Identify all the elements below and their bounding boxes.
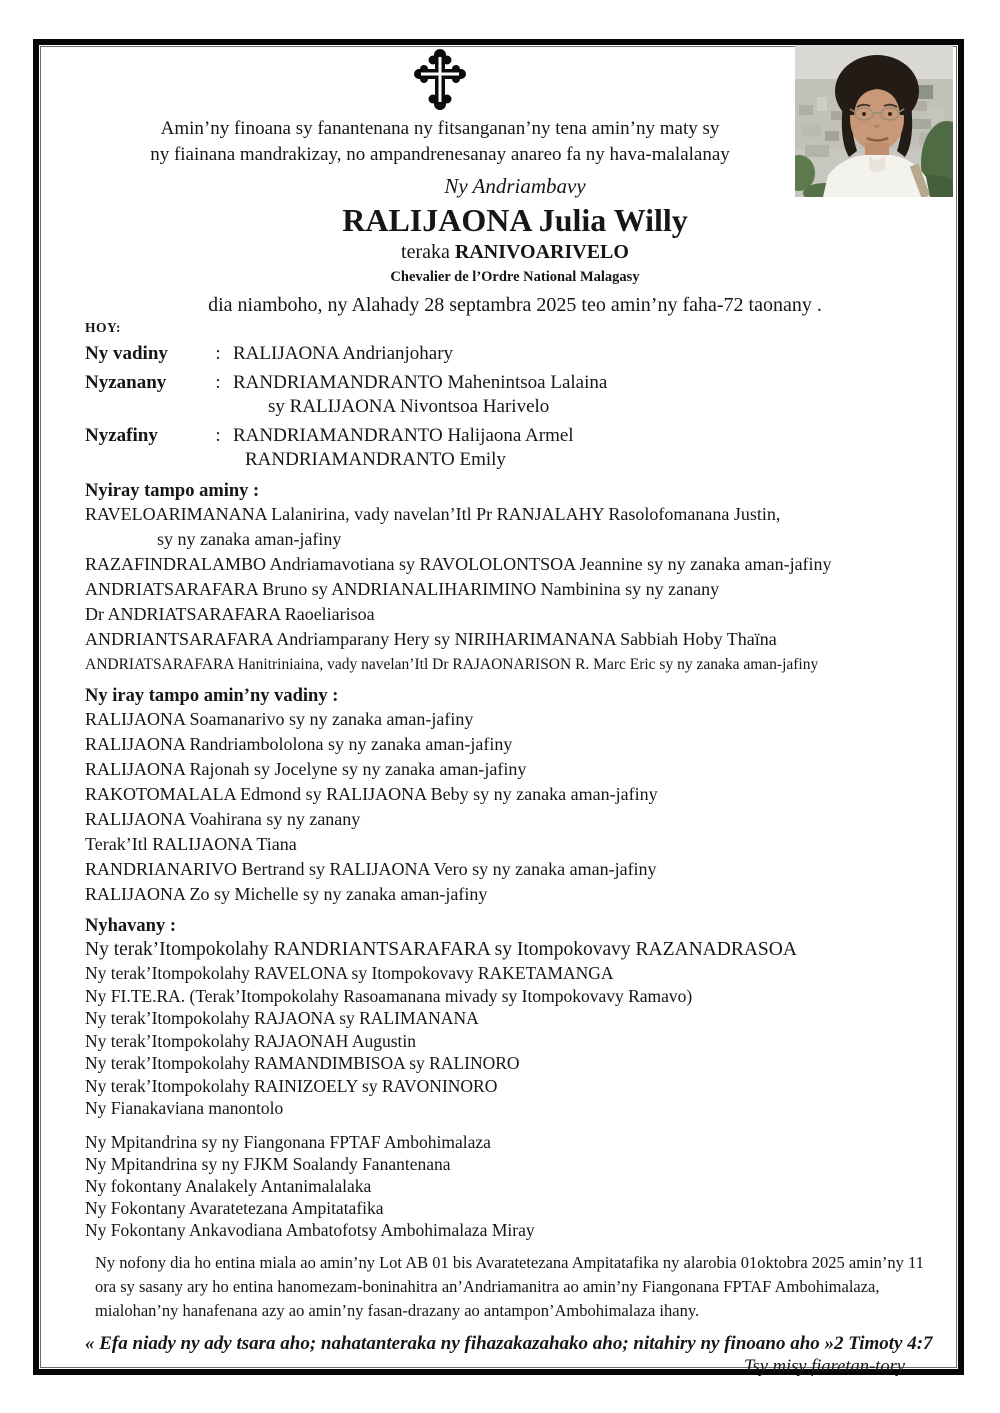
community-group [85,1131,945,1241]
list-item: sy ny zanaka aman-jafiny [157,529,342,549]
list-item: ANDRIATSARAFARA Hanitriniaina, vady navelan’Itl Dr RAJAONARISON R. Marc Eric sy ny zanaka aman-jafiny [85,656,819,673]
list-item: Ny terak’Itompokolahy RAVELONA sy Itompokovavy RAKETAMANGA [85,963,614,983]
family-row-value [233,371,607,419]
list-item: Ny Fianakaviana manontolo [85,1098,284,1118]
list-item: RALIJAONA Soamanarivo sy ny zanaka aman-jafiny [85,709,474,729]
born-prefix: teraka [401,241,455,263]
list-item: RALIJAONA Voahirana sy ny zanany [85,809,361,829]
closing-note: Tsy misy fiaretan-tory [743,1356,905,1377]
section-heading-relatives: Nyhavany : [85,916,176,936]
bible-verse-quote: « Efa niady ny ady tsara aho; nahatanteraka ny fihazakazahako aho; nitahiry ny finoano aho » [85,1332,835,1354]
family-row-label: Nyzafiny [85,425,158,446]
family-row-line: RANDRIAMANDRANTO Mahenintsoa Lalaina [233,372,608,393]
list-item: ANDRIATSARAFARA Bruno sy ANDRIANALIHARIMINO Nambinina sy ny zanany [85,579,720,599]
list-item: RALIJAONA Rajonah sy Jocelyne sy ny zanaka aman-jafiny [85,759,527,779]
family-row-grandchildren [85,424,945,472]
list-item: Ny Fokontany Ankavodiana Ambatofotsy Ambohimalaza Miray [85,1219,535,1240]
deceased-name: RALIJAONA Julia Willy [342,202,688,238]
family-row-colon: : [215,372,221,393]
list-item: Ny terak’Itompokolahy RAINIZOELY sy RAVONINORO [85,1075,498,1096]
maiden-name: RANIVOARIVELO [454,241,629,263]
funeral-announcement-paragraph: Ny nofony dia ho entina miala ao amin’ny Lot AB 01 bis Avaratetezana Ampitatafika ny alarobia 01oktobra 2025 amin’ny 11 ora sy sasany ary ho entina hanomezam-boninahitra an’Andriamanitra ao amin’ny Fiangonana FPTAF Ambohimalaza, mialohan’ny hanafenana azy ao amin’ny fasan-drazany ao antampon’Ambohimalaza ihany. [95,1252,924,1320]
list-item: Ny terak’Itompokolahy RANDRIANTSARAFARA sy Itompokovavy RAZANADRASOA [85,939,797,960]
death-announcement-line: dia niamboho, ny Alahady 28 septambra 2025 teo amin’ny faha-72 taonany . [208,294,822,316]
list-item: RAKOTOMALALA Edmond sy RALIJAONA Beby sy ny zanaka aman-jafiny [85,784,658,804]
family-row-spouse [85,342,945,366]
family-row-value: RALIJAONA Andrianjohary [233,343,454,364]
maiden-name-line [85,239,945,265]
list-item: Ny Mpitandrina sy ny Fiangonana FPTAF Ambohimalaza [85,1131,491,1152]
list-item: RAZAFINDRALAMBO Andriamavotiana sy RAVOLOLONTSOA Jeannine sy ny zanaka aman-jafiny [85,554,832,574]
list-item: RANDRIANARIVO Bertrand sy RALIJAONA Vero sy ny zanaka aman-jafiny [85,859,657,879]
family-row-value [233,424,574,472]
list-item: RAVELOARIMANANA Lalanirina, vady navelan’Itl Pr RANJALAHY Rasolofomanana Justin, [85,504,781,524]
list-item: Dr ANDRIATSARAFARA Raoeliarisoa [85,604,375,624]
section-heading-siblings-in-law: Ny iray tampo amin’ny vadiny : [85,686,339,706]
list-item: Ny Fokontany Avaratetezana Ampitatafika [85,1197,384,1218]
header-block [85,48,795,168]
list-item: Ny terak’Itompokolahy RAMANDIMBISOA sy RALINORO [85,1053,520,1073]
list-item: ANDRIANTSARAFARA Andriamparany Hery sy NIRIHARIMANANA Sabbiah Hoby Thaïna [85,629,777,649]
family-row-line: RANDRIAMANDRANTO Halijaona Armel [233,425,574,446]
intro-line-1: Amin’ny finoana sy fanantenana ny fitsanganan’ny tena amin’ny maty sy [160,118,720,139]
bible-verse [85,1331,945,1356]
bible-verse-reference: 2 Timoty 4:7 [834,1332,933,1354]
family-row-children [85,371,945,419]
family-row-label: Nyzanany [85,372,167,393]
list-item: Ny terak’Itompokolahy RAJAONA sy RALIMANANA [85,1008,479,1028]
list-item: Terak’Itl RALIJAONA Tiana [85,834,297,854]
obituary-content [85,46,945,1377]
list-item: Ny fokontany Analakely Antanimalalaka [85,1175,372,1196]
family-row-line: sy RALIJAONA Nivontsoa Harivelo [268,396,550,417]
cross-icon [85,48,795,112]
family-row-colon: : [215,425,221,446]
list-item: RALIJAONA Randriambololona sy ny zanaka aman-jafiny [85,734,513,754]
honorific-title: Ny Andriambavy [444,174,586,198]
intro-line-2: ny fiainana mandrakizay, no ampandrenesanay anareo fa ny hava-malalanay [150,144,730,165]
list-item: Ny FI.TE.RA. (Terak’Itompokolahy Rasoamanana mivady sy Itompokovavy Ramavo) [85,985,693,1006]
family-row-label: Ny vadiny [85,343,168,364]
list-item: RALIJAONA Zo sy Michelle sy ny zanaka aman-jafiny [85,884,488,904]
section-heading-siblings: Nyiray tampo aminy : [85,481,260,501]
family-row-line: RANDRIAMANDRANTO Emily [245,449,506,470]
family-row-colon: : [215,343,221,364]
distinction-line: Chevalier de l’Ordre National Malagasy [390,269,640,285]
hoy-label: HOY: [85,320,122,335]
list-item: Ny Mpitandrina sy ny FJKM Soalandy Fanantenana [85,1153,451,1174]
list-item: Ny terak’Itompokolahy RAJAONAH Augustin [85,1030,417,1051]
